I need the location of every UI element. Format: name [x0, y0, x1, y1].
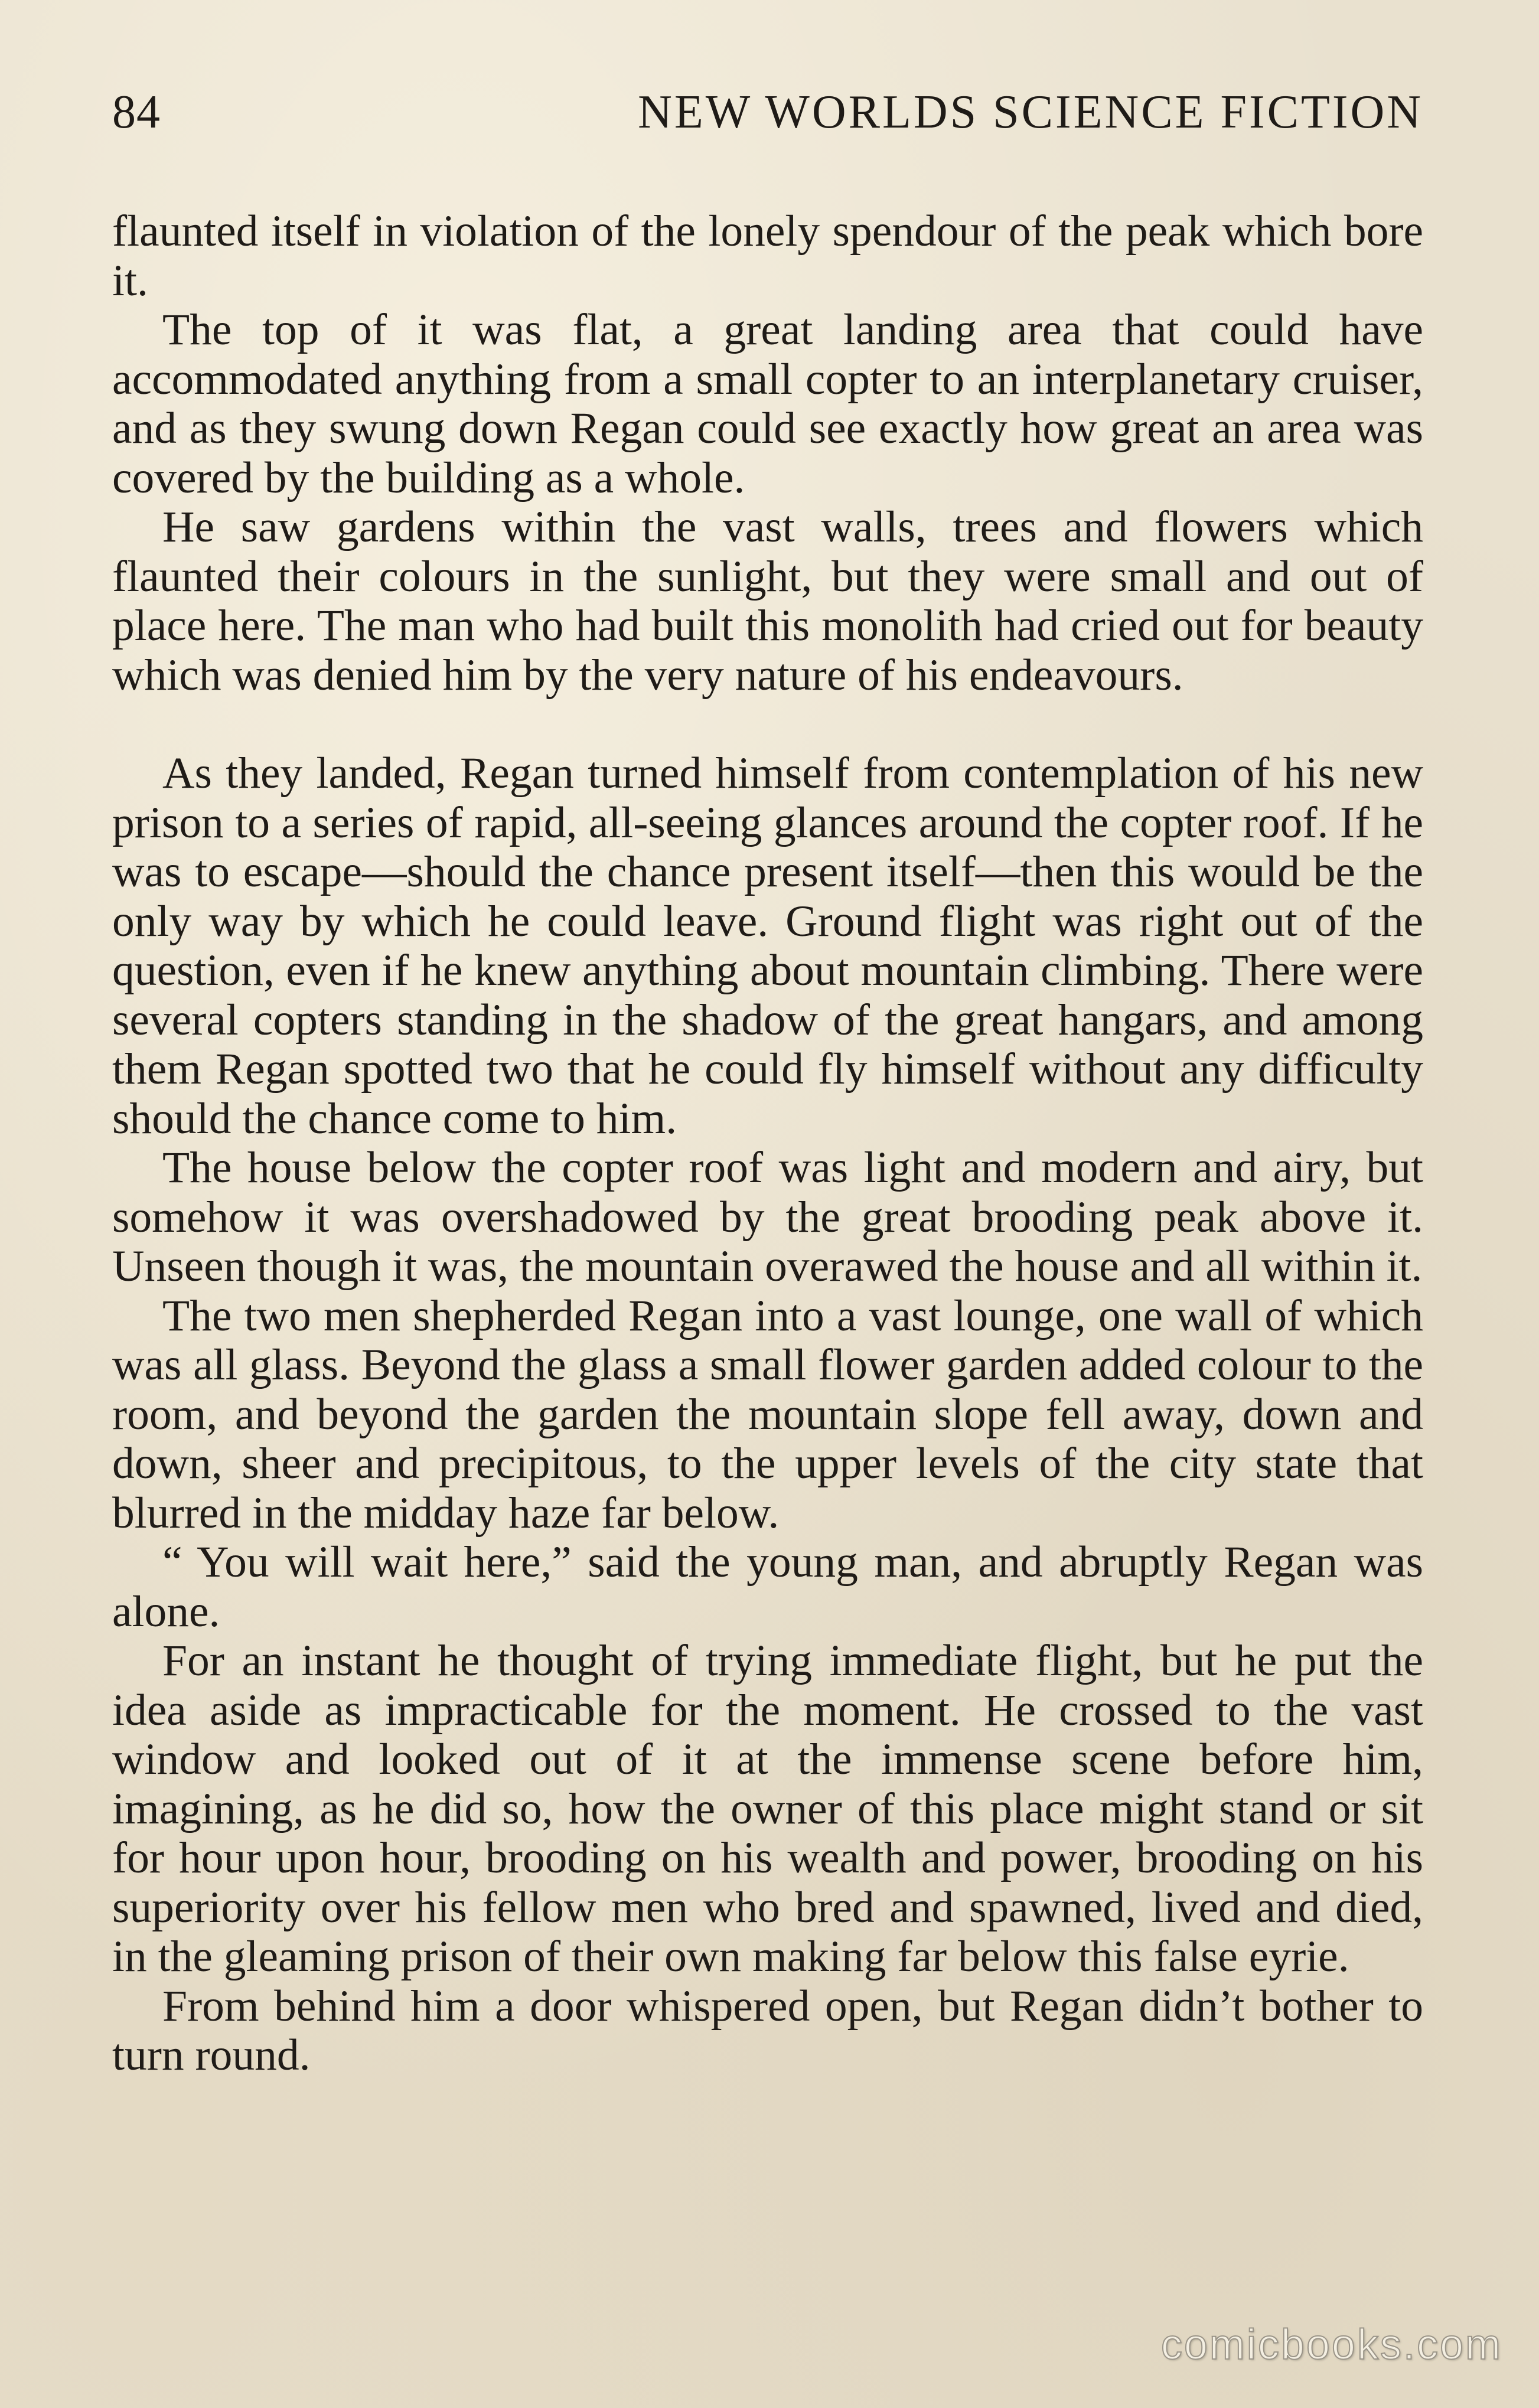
paragraph: For an instant he thought of trying immediate flight, but he put the idea aside as impracticable for the moment. He crossed to the vast window and looked out of it at the immense scene before him, imagining, as he did so, how the owner of this place might stand or sit for hour upon hour, brooding on his wealth and power, brooding on his superiority over his fellow men who bred and spawned, lived and died, in the gleaming prison of their own making far below this false eyrie. — [112, 1636, 1423, 1981]
journal-title: NEW WORLDS SCIENCE FICTION — [638, 86, 1423, 138]
paragraph-continued: flaunted itself in violation of the lonely spendour of the peak which bore it. — [112, 207, 1423, 305]
paragraph-dialogue: “ You will wait here,” said the young man, and abruptly Regan was alone. — [112, 1538, 1423, 1636]
book-page — [112, 83, 1423, 2350]
paragraph: The top of it was flat, a great landing area that could have accommodated anything from a small copter to an interplanetary cruiser, and as they swung down Regan could see exactly how great an area was covered by the building as a whole. — [112, 305, 1423, 503]
paragraph: He saw gardens within the vast walls, trees and flowers which flaunted their colours in the sunlight, but they were small and out of place here. The man who had built this monolith had cried out for beauty which was denied him by the very nature of his endeavours. — [112, 503, 1423, 700]
paragraph: The two men shepherded Regan into a vast lounge, one wall of which was all glass. Beyond the glass a small flower garden added colour to the room, and beyond the garden the mountain slope fell away, down and down, sheer and precipitous, to the upper levels of the city state that blurred in the midday haze far below. — [112, 1291, 1423, 1538]
paragraph-section-start: As they landed, Regan turned himself from contemplation of his new prison to a series of rapid, all-seeing glances around the copter roof. If he was to escape—should the chance present itself—then this would be the only way by which he could leave. Ground flight was right out of the question, even if he knew anything about mountain climbing. There were several copters standing in the shadow of the great hangars, and among them Regan spotted two that he could fly himself without any difficulty should the chance come to him. — [112, 749, 1423, 1143]
body-text — [112, 207, 1423, 2080]
running-head — [112, 83, 1423, 142]
site-watermark: comicbooks.com — [1160, 2321, 1502, 2368]
paragraph: From behind him a door whispered open, but Regan didn’t bother to turn round. — [112, 1981, 1423, 2080]
paragraph: The house below the copter roof was light and modern and airy, but somehow it was overshadowed by the great brooding peak above it. Unseen though it was, the mountain overawed the house and all within it. — [112, 1143, 1423, 1291]
page-number: 84 — [112, 86, 161, 138]
